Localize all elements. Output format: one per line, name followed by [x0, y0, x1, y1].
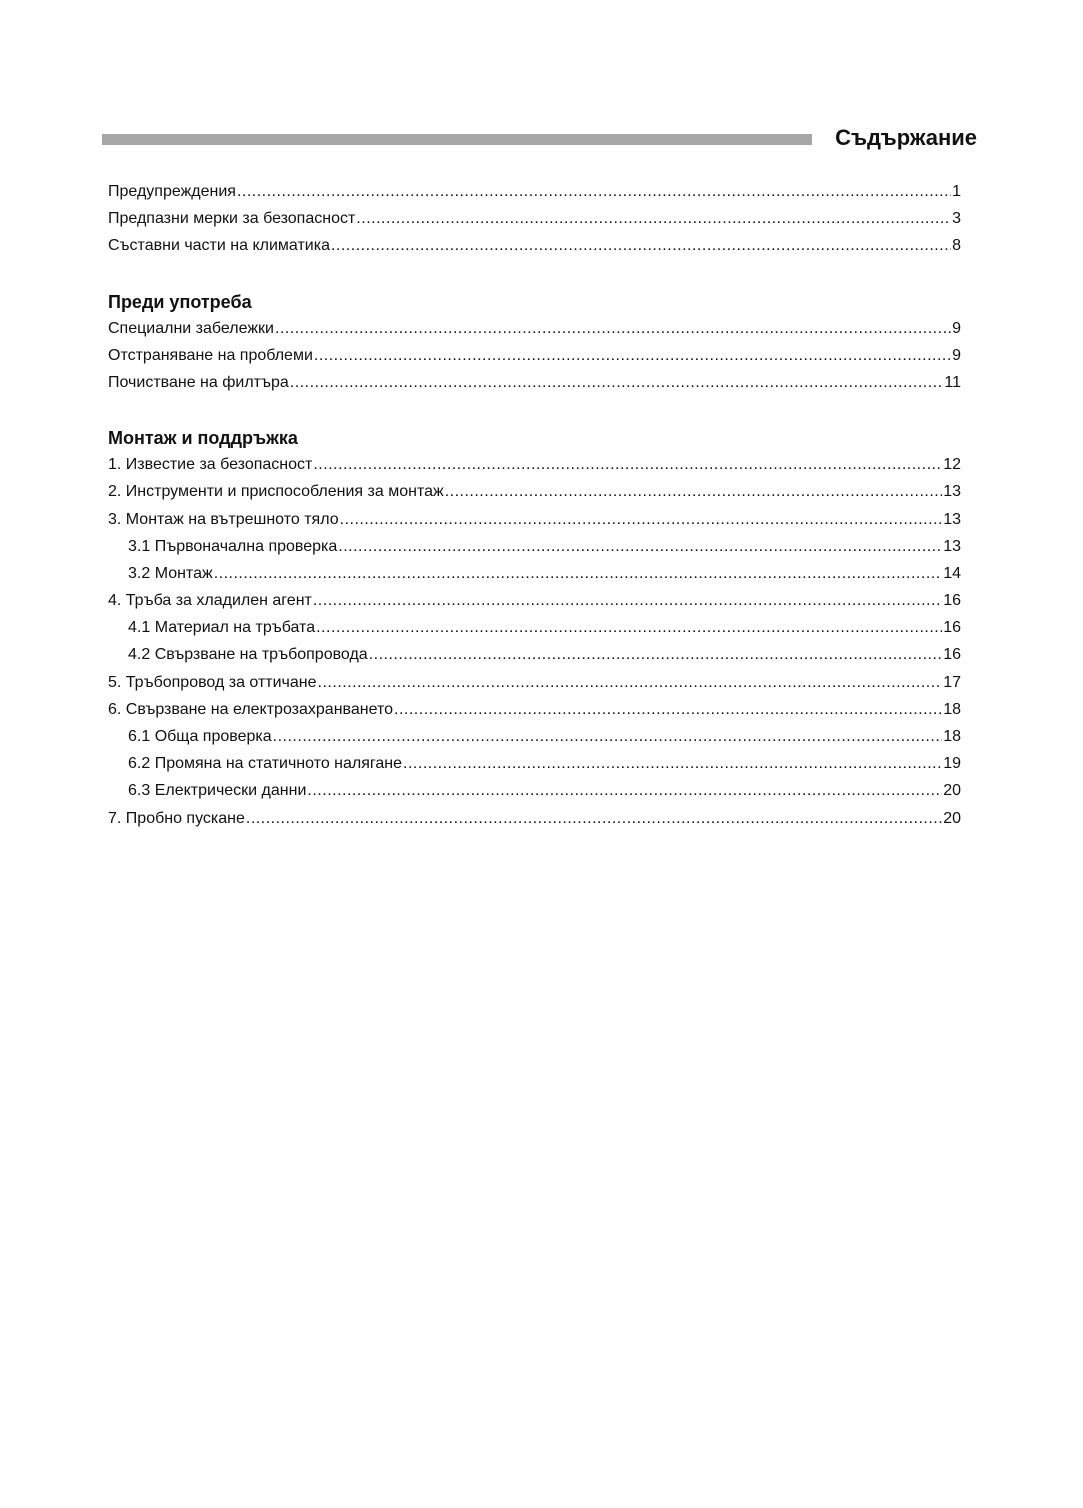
toc-entry-label: 5. Тръбопровод за оттичане: [108, 673, 317, 691]
toc-entry-page: 13: [943, 510, 961, 528]
dot-leader: [237, 178, 951, 205]
toc-entry-pipe-material[interactable]: [108, 614, 961, 641]
dot-leader: [369, 641, 943, 668]
toc-entry-refrigerant-pipe[interactable]: [108, 587, 961, 614]
toc-entry-page: 9: [952, 319, 961, 337]
toc-entry-page: 16: [943, 592, 961, 610]
toc-entry-label: 6. Свързване на електрозахранването: [108, 700, 394, 718]
page-title: Съдържание: [835, 125, 977, 150]
dot-leader: [307, 777, 942, 804]
dot-leader: [356, 205, 951, 232]
toc-entry-label: 3.2 Монтаж: [128, 564, 213, 582]
toc-entry-label: 1. Известие за безопасност: [108, 456, 313, 474]
dot-leader: [313, 451, 942, 478]
dot-leader: [338, 533, 942, 560]
toc-entry-label: 2. Инструменти и приспособления за монтаж: [108, 483, 444, 501]
toc-entry-drain-piping[interactable]: [108, 669, 961, 696]
toc-entry-filter-cleaning[interactable]: [108, 369, 961, 396]
toc-entry-label: Почистване на филтъра: [108, 373, 289, 391]
toc-entry-safety-notice[interactable]: [108, 451, 961, 478]
dot-leader: [314, 342, 951, 369]
toc-entry-components[interactable]: [108, 232, 961, 259]
toc-entry-piping-connection[interactable]: [108, 641, 961, 668]
toc-entry-label: 4. Тръба за хладилен агент: [108, 592, 312, 610]
dot-leader: [340, 506, 943, 533]
toc-entry-indoor-unit-installation[interactable]: [108, 506, 961, 533]
toc-entry-page: 16: [943, 619, 961, 637]
toc-entry-label: Предупреждения: [108, 183, 236, 200]
toc-entry-page: 12: [943, 456, 961, 474]
dot-leader: [316, 614, 942, 641]
toc-entry-page: 1: [952, 183, 961, 200]
toc-entry-page: 20: [943, 809, 961, 827]
toc-entry-page: 13: [943, 483, 961, 501]
toc-entry-page: 16: [943, 646, 961, 664]
toc-entry-power-connection[interactable]: [108, 696, 961, 723]
dot-leader: [394, 696, 942, 723]
section-title-installation: Монтаж и поддръжка: [108, 428, 298, 449]
toc-entry-static-pressure[interactable]: [108, 750, 961, 777]
table-of-contents: [108, 178, 961, 832]
toc-entry-general-check[interactable]: [108, 723, 961, 750]
toc-entry-label: 3.1 Първоначална проверка: [128, 537, 338, 555]
toc-entry-troubleshooting[interactable]: [108, 342, 961, 369]
dot-leader: [313, 587, 942, 614]
toc-entry-tools[interactable]: [108, 478, 961, 505]
toc-entry-page: 18: [943, 728, 961, 745]
toc-entry-warnings[interactable]: [108, 178, 961, 205]
toc-entry-label: Съставни части на климатика: [108, 237, 330, 255]
toc-entry-label: Предпазни мерки за безопасност: [108, 210, 356, 228]
toc-entry-electrical-data[interactable]: [108, 777, 961, 804]
toc-entry-mounting[interactable]: [108, 560, 961, 587]
toc-entry-label: Отстраняване на проблеми: [108, 346, 313, 364]
toc-entry-page: 13: [943, 537, 961, 555]
header-bar: [102, 134, 812, 145]
toc-entry-page: 20: [943, 782, 961, 800]
toc-entry-label: 6.1 Обща проверка: [128, 728, 272, 745]
dot-leader: [331, 232, 951, 259]
toc-entry-page: 9: [952, 346, 961, 364]
section-title-before-use: Преди употреба: [108, 291, 252, 312]
toc-entry-special-notes[interactable]: [108, 315, 961, 342]
dot-leader: [445, 478, 943, 505]
toc-entry-initial-check[interactable]: [108, 533, 961, 560]
toc-entry-label: 6.2 Промяна на статичното налягане: [128, 755, 403, 773]
dot-leader: [403, 750, 942, 777]
toc-entry-label: 7. Пробно пускане: [108, 809, 245, 827]
dot-leader: [246, 805, 942, 832]
toc-entry-page: 19: [943, 755, 961, 773]
toc-entry-page: 3: [952, 210, 961, 228]
dot-leader: [273, 723, 943, 750]
toc-entry-label: 3. Монтаж на вътрешното тяло: [108, 510, 339, 528]
toc-entry-page: 8: [952, 237, 961, 255]
toc-entry-safety-precautions[interactable]: [108, 205, 961, 232]
toc-entry-page: 14: [943, 564, 961, 582]
toc-entry-test-run[interactable]: [108, 805, 961, 832]
toc-entry-page: 18: [943, 700, 961, 718]
dot-leader: [318, 669, 943, 696]
dot-leader: [275, 315, 951, 342]
toc-entry-page: 17: [943, 673, 961, 691]
toc-entry-label: Специални забележки: [108, 319, 274, 337]
toc-entry-page: 11: [944, 373, 961, 391]
toc-entry-label: 4.1 Материал на тръбата: [128, 619, 316, 637]
toc-entry-label: 6.3 Електрически данни: [128, 782, 307, 800]
dot-leader: [290, 369, 944, 396]
dot-leader: [214, 560, 943, 587]
toc-entry-label: 4.2 Свързване на тръбопровода: [128, 646, 368, 664]
